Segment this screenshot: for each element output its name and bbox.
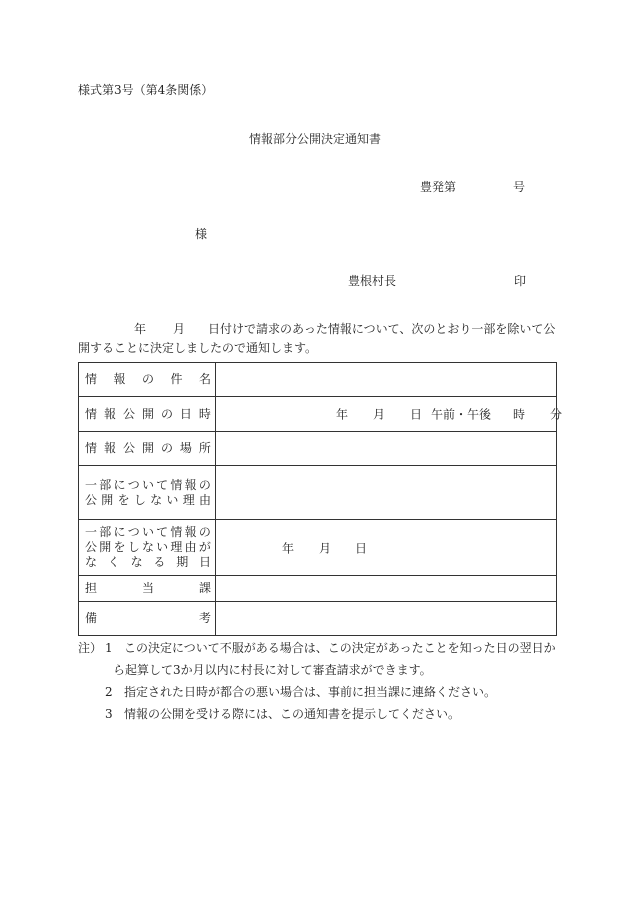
label-text: 一 部 に つ い て 情 報 の (85, 525, 211, 539)
note-text: この決定について不服がある場合は、この決定があったことを知った日の翌日か (124, 641, 556, 655)
label-place (79, 432, 216, 466)
expiry-month: 月 (319, 541, 332, 555)
subject-field[interactable] (216, 363, 557, 397)
note-number: 3 (105, 707, 113, 721)
note-text: 情報の公開を受ける際には、この通知書を提示してください。 (124, 707, 461, 721)
disclosure-table (78, 362, 563, 636)
datetime-minute: 分 (550, 407, 563, 422)
datetime-hour: 時 (513, 407, 526, 422)
datetime-ampm: 午前・午後 (431, 407, 492, 422)
form-number: 様式第3号（第4条関係） (78, 83, 214, 97)
expiry-day: 日 (355, 541, 368, 555)
label-text: 公 開 を し な い 理 由 (85, 492, 211, 507)
notes-marker: 注） (78, 641, 103, 655)
note-item-1 (78, 641, 558, 663)
label-datetime (79, 397, 216, 432)
place-field[interactable] (216, 432, 557, 466)
table-row (79, 602, 557, 636)
table-row (79, 363, 557, 397)
table-row (79, 576, 557, 602)
label-text: 公 開 を し な い 理 由 が (85, 540, 211, 554)
doc-number-prefix: 豊発第 (420, 180, 457, 194)
datetime-year: 年 (336, 407, 349, 422)
note-number: 2 (105, 685, 113, 699)
label-text: 備 考 (85, 611, 211, 625)
remarks-field[interactable] (216, 602, 557, 636)
addressee-suffix: 様 (195, 227, 208, 241)
label-text: 一 部 に つ い て 情 報 の (85, 477, 211, 492)
note-item-1-cont (78, 663, 558, 685)
label-text: な く な る 期 日 (85, 555, 211, 569)
datetime-day: 日 (410, 407, 423, 422)
label-remarks (79, 602, 216, 636)
doc-number-suffix: 号 (513, 180, 526, 194)
note-number: 1 (105, 641, 113, 655)
document-title: 情報部分公開決定通知書 (248, 132, 381, 146)
department-field[interactable] (216, 576, 557, 602)
datetime-month: 月 (373, 407, 386, 422)
expiry-year: 年 (282, 541, 295, 555)
label-reason (79, 466, 216, 520)
label-text: 情 報 公 開 の 場 所 (85, 441, 211, 455)
sender-name: 豊根村長 (348, 274, 397, 288)
body-line-1-text: 日付けで請求のあった情報について、次のとおり一部を除いて公 (208, 322, 556, 336)
label-text: 情 報 公 開 の 日 時 (85, 406, 211, 421)
note-item-2 (78, 685, 558, 707)
label-department (79, 576, 216, 602)
label-subject (79, 363, 216, 397)
seal-mark: 印 (514, 274, 527, 288)
note-text: 指定された日時が都合の悪い場合は、事前に担当課に連絡ください。 (124, 685, 497, 699)
table-row (79, 466, 557, 520)
label-text: 担 当 課 (85, 581, 211, 595)
label-text: 情 報 の 件 名 (85, 372, 211, 386)
expiry-field[interactable] (216, 520, 557, 576)
note-text: ら起算して3か月以内に村長に対して審査請求ができます。 (113, 663, 432, 677)
note-item-3 (78, 707, 558, 729)
table-row (79, 520, 557, 576)
body-year: 年 (134, 322, 147, 336)
body-line-2: 開することに決定しましたので通知します。 (78, 341, 318, 355)
label-expiry (79, 520, 216, 576)
body-month: 月 (173, 322, 186, 336)
table-row (79, 397, 557, 432)
datetime-field[interactable] (216, 397, 563, 432)
notes-section (78, 641, 558, 729)
reason-field[interactable] (216, 466, 557, 520)
table-row (79, 432, 557, 466)
